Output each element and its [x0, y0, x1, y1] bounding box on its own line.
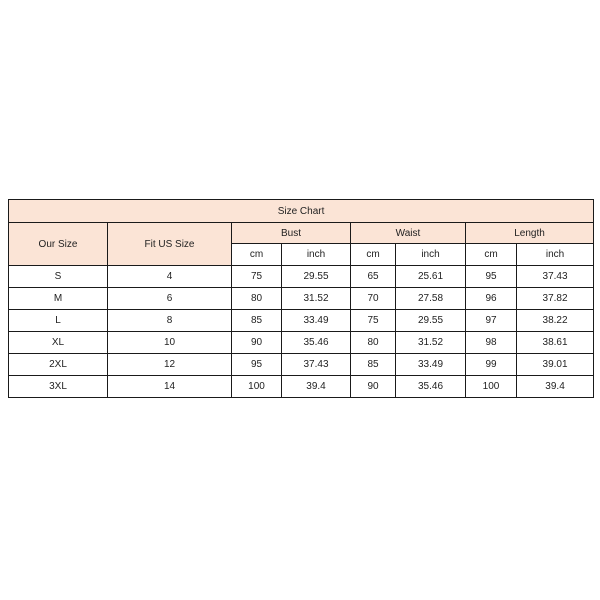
length-inch-cell: 39.4: [517, 376, 594, 398]
waist-cm-unit: cm: [351, 244, 396, 266]
size-cell: S: [9, 266, 108, 288]
us-size-cell: 6: [108, 288, 232, 310]
length-cm-cell: 95: [466, 266, 517, 288]
bust-cm-cell: 80: [232, 288, 282, 310]
title-row: [9, 200, 594, 223]
waist-inch-unit: inch: [396, 244, 466, 266]
bust-inch-cell: 29.55: [282, 266, 351, 288]
waist-cm-cell: 85: [351, 354, 396, 376]
length-inch-cell: 37.43: [517, 266, 594, 288]
waist-inch-cell: 27.58: [396, 288, 466, 310]
length-cm-cell: 96: [466, 288, 517, 310]
bust-cm-cell: 90: [232, 332, 282, 354]
length-inch-cell: 38.22: [517, 310, 594, 332]
length-inch-unit: inch: [517, 244, 594, 266]
table-row-l: [9, 310, 594, 332]
size-cell: M: [9, 288, 108, 310]
us-size-cell: 4: [108, 266, 232, 288]
bust-cm-cell: 75: [232, 266, 282, 288]
bust-inch-cell: 31.52: [282, 288, 351, 310]
waist-inch-cell: 35.46: [396, 376, 466, 398]
size-cell: XL: [9, 332, 108, 354]
table-row-s: [9, 266, 594, 288]
waist-cm-cell: 80: [351, 332, 396, 354]
length-cm-cell: 100: [466, 376, 517, 398]
bust-cm-unit: cm: [232, 244, 282, 266]
size-cell: L: [9, 310, 108, 332]
length-header: Length: [466, 223, 594, 244]
length-cm-unit: cm: [466, 244, 517, 266]
table-row-m: [9, 288, 594, 310]
bust-inch-cell: 35.46: [282, 332, 351, 354]
us-size-cell: 12: [108, 354, 232, 376]
our-size-header: Our Size: [9, 223, 108, 266]
header-group-row: [9, 223, 594, 244]
waist-inch-cell: 29.55: [396, 310, 466, 332]
waist-inch-cell: 33.49: [396, 354, 466, 376]
length-cm-cell: 97: [466, 310, 517, 332]
bust-cm-cell: 100: [232, 376, 282, 398]
us-size-cell: 10: [108, 332, 232, 354]
table-row-2xl: [9, 354, 594, 376]
bust-header: Bust: [232, 223, 351, 244]
waist-inch-cell: 25.61: [396, 266, 466, 288]
length-inch-cell: 39.01: [517, 354, 594, 376]
bust-cm-cell: 95: [232, 354, 282, 376]
waist-cm-cell: 65: [351, 266, 396, 288]
waist-cm-cell: 90: [351, 376, 396, 398]
table-row-xl: [9, 332, 594, 354]
waist-inch-cell: 31.52: [396, 332, 466, 354]
bust-inch-cell: 37.43: [282, 354, 351, 376]
table-title: Size Chart: [9, 200, 594, 223]
waist-cm-cell: 75: [351, 310, 396, 332]
length-cm-cell: 99: [466, 354, 517, 376]
fit-us-size-header: Fit US Size: [108, 223, 232, 266]
length-cm-cell: 98: [466, 332, 517, 354]
bust-inch-cell: 33.49: [282, 310, 351, 332]
us-size-cell: 14: [108, 376, 232, 398]
length-inch-cell: 38.61: [517, 332, 594, 354]
waist-cm-cell: 70: [351, 288, 396, 310]
size-cell: 3XL: [9, 376, 108, 398]
size-cell: 2XL: [9, 354, 108, 376]
size-chart-table: [8, 199, 594, 398]
bust-inch-unit: inch: [282, 244, 351, 266]
length-inch-cell: 37.82: [517, 288, 594, 310]
table-row-3xl: [9, 376, 594, 398]
bust-cm-cell: 85: [232, 310, 282, 332]
waist-header: Waist: [351, 223, 466, 244]
bust-inch-cell: 39.4: [282, 376, 351, 398]
us-size-cell: 8: [108, 310, 232, 332]
